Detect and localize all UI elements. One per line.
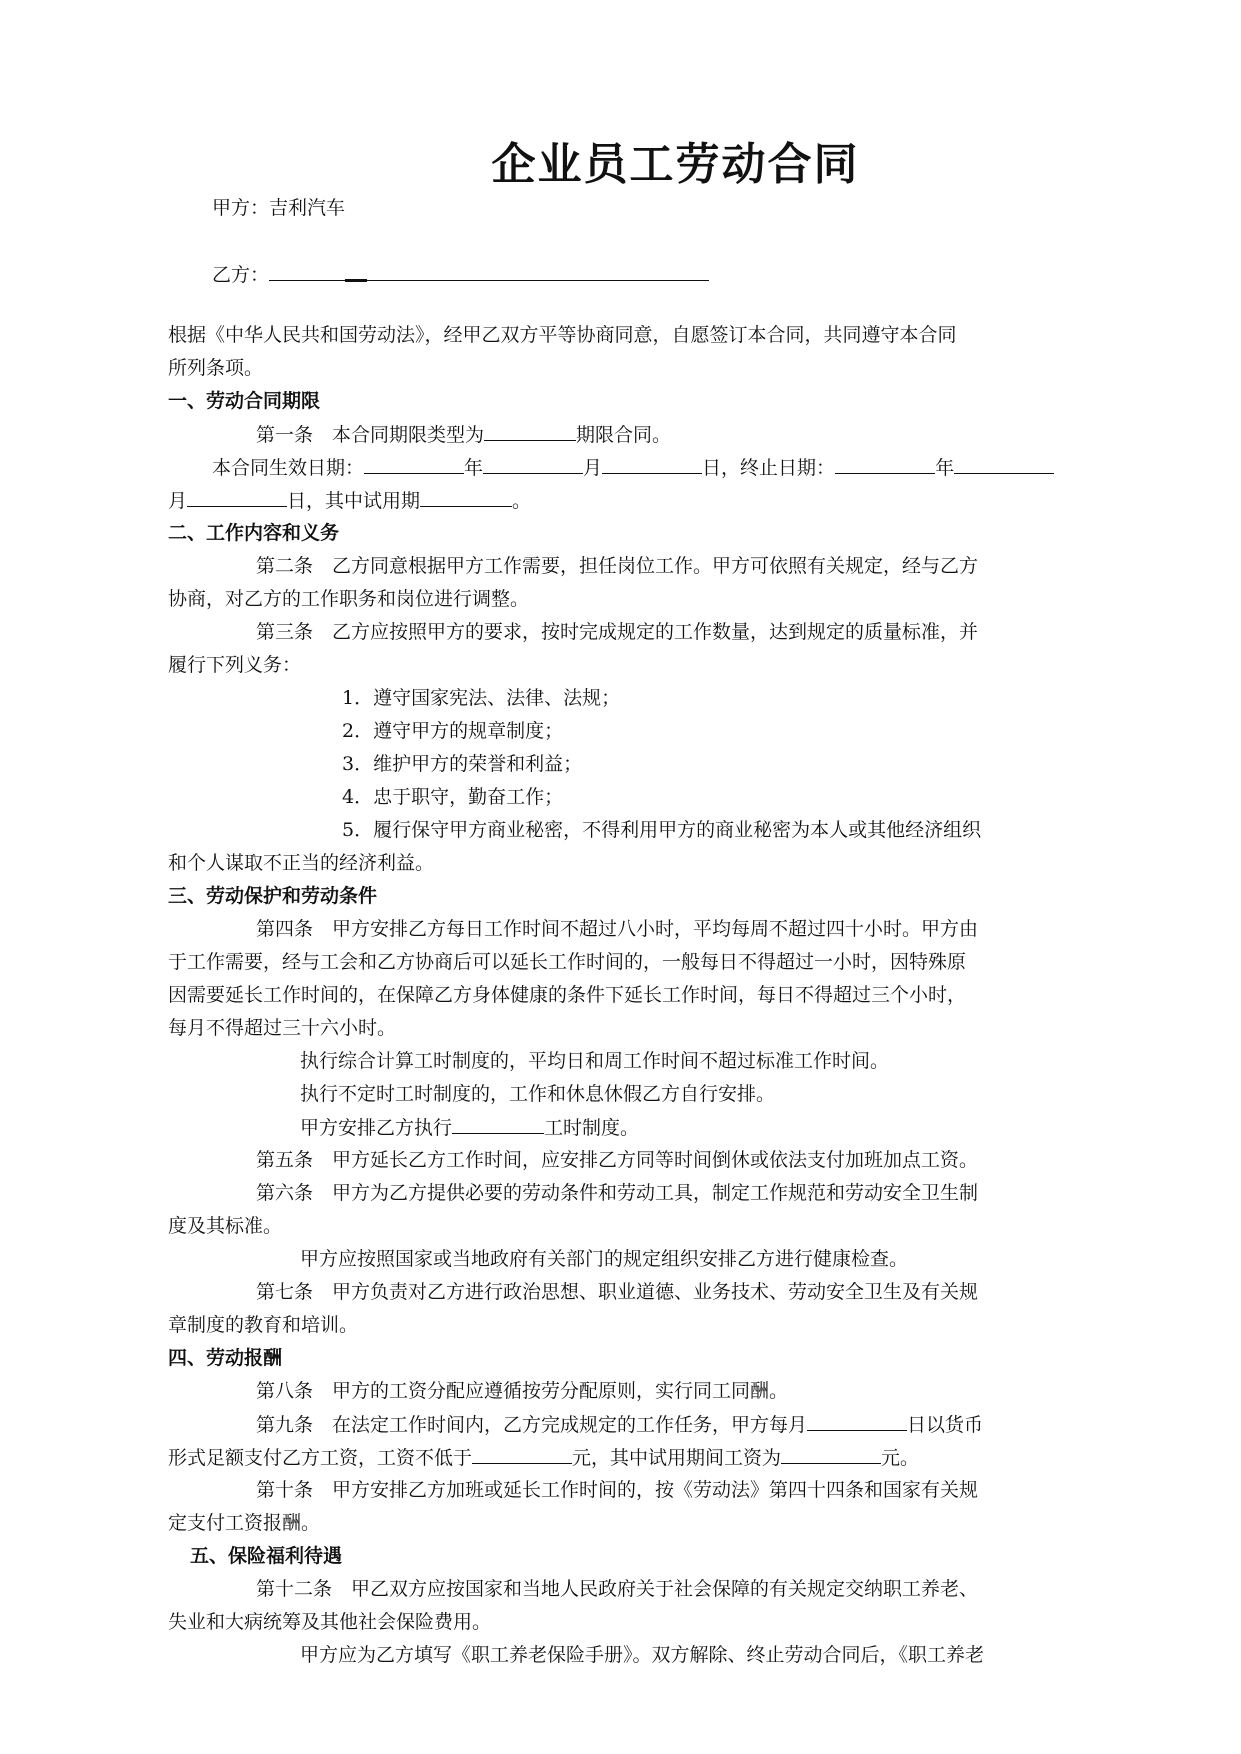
article-4-line-1: 第四条 甲方安排乙方每日工作时间不超过八小时，平均每周不超过四十小时。甲方由 (256, 918, 979, 940)
year-label: 年 (935, 457, 955, 479)
salary-label: 形式足额支付乙方工资，工资不低于 (168, 1447, 473, 1469)
start-day-blank[interactable] (602, 451, 702, 474)
end-date-label: 日，终止日期： (702, 457, 836, 479)
article-10-line-2: 定支付工资报酬。 (168, 1512, 321, 1534)
list-item: 1．遵守国家宪法、法律、法规； (342, 687, 621, 709)
trial-label: 日，其中试用期 (287, 490, 421, 512)
article-9-suffix: 日以货币 (907, 1414, 984, 1436)
yuan-label: 元。 (881, 1447, 920, 1469)
article-12-line-2: 失业和大病统筹及其他社会保险费用。 (168, 1611, 492, 1633)
salary-blank[interactable] (472, 1441, 572, 1464)
trial-salary-label: 元，其中试用期间工资为 (572, 1447, 782, 1469)
work-hours-label: 甲方安排乙方执行 (300, 1117, 453, 1139)
work-hours-system-blank[interactable] (452, 1111, 544, 1134)
article-5: 第五条 甲方延长乙方工作时间，应安排乙方同等时间倒休或依法支付加班加点工资。 (256, 1149, 979, 1171)
paragraph: 执行综合计算工时制度的，平均日和周工作时间不超过标准工作时间。 (300, 1050, 890, 1072)
article-9-text: 第九条 在法定工作时间内，乙方完成规定的工作任务，甲方每月 (256, 1414, 808, 1436)
end-day-blank[interactable] (187, 484, 287, 507)
article-3-line-1: 第三条 乙方应按照甲方的要求，按时完成规定的工作数量，达到规定的质量标准，并 (256, 621, 979, 643)
list-item: 2．遵守甲方的规章制度； (342, 720, 564, 742)
party-b-label: 乙方： (212, 264, 270, 286)
section-4-heading: 四、劳动报酬 (168, 1347, 283, 1369)
article-6-line-1: 第六条 甲方为乙方提供必要的劳动条件和劳动工具，制定工作规范和劳动安全卫生制 (256, 1182, 979, 1204)
trial-suffix: 。 (512, 490, 532, 512)
article-3-line-2: 履行下列义务： (168, 654, 302, 676)
month-label: 月 (583, 457, 603, 479)
party-a: 甲方：吉利汽车 (212, 197, 346, 219)
party-b-row (168, 258, 1122, 292)
article-1 (168, 418, 1166, 452)
party-b-blank[interactable] (269, 258, 709, 281)
article-2-line-1: 第二条 乙方同意根据甲方工作需要，担任岗位工作。甲方可依照有关规定，经与乙方 (256, 555, 979, 577)
article-7-line-1: 第七条 甲方负责对乙方进行政治思想、职业道德、业务技术、劳动安全卫生及有关规 (256, 1281, 979, 1303)
paragraph: 执行不定时工时制度的，工作和休息休假乙方自行安排。 (300, 1083, 776, 1105)
intro-line-2: 所列条项。 (168, 357, 264, 379)
start-year-blank[interactable] (364, 451, 464, 474)
list-item-continuation: 和个人谋取不正当的经济利益。 (168, 852, 435, 874)
pay-day-blank[interactable] (807, 1408, 907, 1431)
article-4-line-3: 因需要延长工作时间的，在保障乙方身体健康的条件下延长工作时间，每日不得超过三个小时， (168, 984, 967, 1006)
article-10-line-1: 第十条 甲方安排乙方加班或延长工作时间的，按《劳动法》第四十四条和国家有关规 (256, 1479, 979, 1501)
article-9-line-2 (168, 1441, 1078, 1475)
year-label: 年 (464, 457, 484, 479)
section-5-heading: 五、保险福利待遇 (190, 1545, 343, 1567)
end-month-blank-a[interactable] (954, 451, 1054, 474)
paragraph: 甲方应为乙方填写《职工养老保险手册》。双方解除、终止劳动合同后，《职工养老 (300, 1644, 985, 1666)
article-6-line-2: 度及其标准。 (168, 1215, 283, 1237)
article-4-line-4: 每月不得超过三十六小时。 (168, 1017, 397, 1039)
paragraph: 甲方应按照国家或当地政府有关部门的规定组织安排乙方进行健康检查。 (300, 1248, 909, 1270)
trial-salary-blank[interactable] (781, 1441, 881, 1464)
start-month-blank[interactable] (483, 451, 583, 474)
intro-line-1: 根据《中华人民共和国劳动法》，经甲乙双方平等协商同意，自愿签订本合同，共同遵守本合同 (168, 324, 957, 346)
section-3-heading: 三、劳动保护和劳动条件 (168, 885, 378, 907)
month-label: 月 (168, 490, 188, 512)
work-hours-row (168, 1111, 1210, 1145)
effective-date-label: 本合同生效日期： (212, 457, 365, 479)
end-date-row (168, 484, 1078, 518)
list-item: 4．忠于职守，勤奋工作； (342, 786, 564, 808)
effective-date-row (168, 451, 1122, 485)
contract-type-blank[interactable] (484, 418, 576, 441)
end-year-blank[interactable] (835, 451, 935, 474)
section-1-heading: 一、劳动合同期限 (168, 390, 321, 412)
article-8: 第八条 甲方的工资分配应遵循按劳分配原则，实行同工同酬。 (256, 1380, 789, 1402)
article-2-line-2: 协商，对乙方的工作职务和岗位进行调整。 (168, 588, 530, 610)
list-item: 3．维护甲方的荣誉和利益； (342, 753, 583, 775)
article-7-line-2: 章制度的教育和培训。 (168, 1314, 359, 1336)
document-title: 企业员工劳动合同 (491, 139, 860, 190)
list-item: 5．履行保守甲方商业秘密，不得利用甲方的商业秘密为本人或其他经济组织 (342, 819, 982, 841)
article-1-suffix: 期限合同。 (576, 424, 672, 446)
trial-period-blank[interactable] (420, 484, 512, 507)
article-9-line-1 (168, 1408, 1166, 1442)
article-4-line-2: 于工作需要，经与工会和乙方协商后可以延长工作时间的，一般每日不得超过一小时，因特殊原 (168, 951, 967, 973)
article-12-line-1: 第十二条 甲乙双方应按国家和当地人民政府关于社会保障的有关规定交纳职工养老、 (256, 1578, 979, 1600)
section-2-heading: 二、工作内容和义务 (168, 522, 340, 544)
work-hours-suffix: 工时制度。 (544, 1117, 640, 1139)
article-1-text: 第一条 本合同期限类型为 (256, 424, 485, 446)
